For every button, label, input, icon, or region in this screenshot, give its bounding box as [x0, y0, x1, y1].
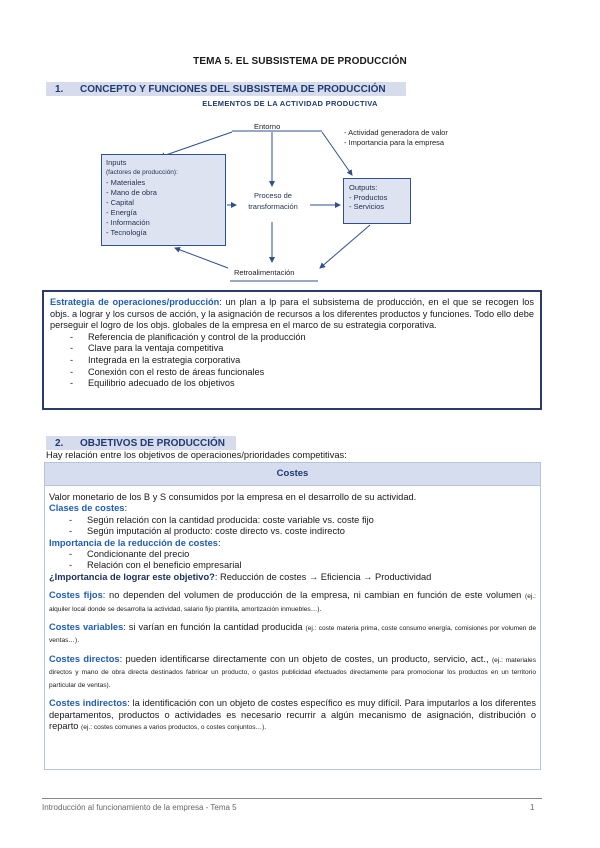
- fijos-example: (ej.: alquiler local donde se desarrolla la actividad, salario fijo plantilla, amortización inmuebles…).: [49, 593, 536, 613]
- retroalimentacion-label: Retroalimentación: [234, 268, 295, 277]
- proceso-line: transformación: [248, 202, 298, 211]
- diagram-title: ELEMENTOS DE LA ACTIVIDAD PRODUCTIVA: [202, 99, 378, 108]
- entorno-label: Entorno: [254, 122, 281, 131]
- inputs-item: - Energía: [106, 208, 137, 217]
- inputs-item: - Mano de obra: [106, 188, 157, 197]
- proceso-line: Proceso de: [254, 191, 292, 200]
- importancia-colon: :: [217, 537, 221, 548]
- arrow-outputs-retro: [320, 225, 370, 268]
- inputs-box: [101, 154, 226, 246]
- proceso-box: [237, 188, 309, 222]
- directos-text: : pueden identificarse directamente con un objeto de costes, un producto, servicio, act.,: [119, 653, 492, 664]
- outputs-box: [343, 178, 411, 224]
- inputs-item: - Tecnología: [106, 228, 147, 237]
- directos-example: (ej.: materiales directos y mano de obra directa destinados fabricar un producto, o gastos publicidad efectuados directamente para promocionar los productos en un territorio particular de ventas).: [49, 656, 537, 689]
- inputs-subtitle: (factores de producción):: [106, 169, 178, 176]
- outputs-item: - Servicios: [349, 202, 385, 211]
- directos-label: Costes directos: [49, 653, 120, 664]
- fijos-text: : no dependen del volumen de producción de la empresa, ni cambian en función de este volumen: [102, 590, 525, 601]
- list-item: - Referencia de planificación y control de la producción: [70, 332, 534, 344]
- arrow-retro-inputs: [175, 248, 228, 268]
- clases-colon: :: [124, 503, 128, 514]
- strategy-list: [50, 332, 534, 390]
- list-item: - Conexión con el resto de áreas funcionales: [70, 367, 534, 379]
- footer-divider: [42, 798, 542, 799]
- indirectos-label: Costes indirectos: [49, 698, 128, 709]
- variables-label: Costes variables: [49, 622, 124, 633]
- entorno-note: - Importancia para la empresa: [344, 137, 445, 147]
- strategy-box: [42, 290, 542, 410]
- importancia-label: Importancia de la reducción de costes: [49, 537, 218, 548]
- indirectos-example: (ej.: costes comunes a varios productos, o costes conjuntos…).: [81, 723, 267, 731]
- entorno-note: - Actividad generadora de valor: [344, 128, 448, 137]
- inputs-item: - Materiales: [106, 178, 146, 187]
- clases-list: [49, 515, 536, 538]
- fijos-label: Costes fijos: [49, 590, 103, 601]
- section-2-number: 2.: [55, 438, 64, 449]
- section-1-title: CONCEPTO Y FUNCIONES DEL SUBSISTEMA DE PRODUCCIÓN: [80, 84, 386, 95]
- list-item: - Según imputación al producto: coste directo vs. coste indirecto: [69, 526, 536, 537]
- entorno-notes: [344, 128, 448, 147]
- list-item: - Según relación con la cantidad producida: coste variable vs. coste fijo: [69, 515, 536, 526]
- list-item: - Integrada en la estrategia corporativa: [70, 355, 534, 367]
- list-item: - Equilibrio adecuado de los objetivos: [70, 378, 534, 390]
- costs-definition: Valor monetario de los B y S consumidos por la empresa en el desarrollo de su actividad.: [49, 492, 417, 502]
- inputs-title: Inputs: [106, 158, 127, 167]
- list-item: - Relación con el beneficio empresarial: [69, 560, 536, 571]
- importancia-list: [49, 549, 536, 572]
- strategy-term: Estrategia de operaciones/producción: [50, 297, 220, 307]
- section-2-intro: Hay relación entre los objetivos de operaciones/prioridades competitivas:: [46, 450, 347, 460]
- section-1-number: 1.: [55, 84, 64, 95]
- inputs-item: - Información: [106, 218, 150, 227]
- variables-text: : si varían en función la cantidad producida: [123, 622, 306, 633]
- costs-header: Costes: [45, 463, 540, 486]
- outputs-item: - Productos: [349, 192, 388, 202]
- logro-text: : Reducción de costes → Eficiencia → Productividad: [214, 571, 432, 582]
- clases-label: Clases de costes: [49, 503, 125, 514]
- logro-label: ¿Importancia de lograr este objetivo?: [49, 571, 215, 582]
- inputs-item: - Capital: [106, 198, 134, 207]
- costs-table: [44, 462, 541, 770]
- section-2-title: OBJETIVOS DE PRODUCCIÓN: [80, 438, 226, 449]
- diagram-arrows: [0, 0, 600, 290]
- page-title: TEMA 5. EL SUBSISTEMA DE PRODUCCIÓN: [193, 56, 407, 67]
- outputs-title: Outputs:: [349, 183, 378, 192]
- strategy-definition: : un plan a lp para el subsistema de producción, en el que se recogen los objs. a lograr y los cursos de acción, y la asignación de recursos a los diferentes productos y funciones. Todo ello debe perseguir el logro de los objs. globales de la empresa en el marco de su estrategia corporativa.: [50, 297, 534, 331]
- indirectos-text: : la identificación con un objeto de costes específico es muy difícil. Para imputarlos a los diferentes departamentos, productos o actividades es necesario recurrir a algún mecanismo de asignación, distribución o reparto: [49, 698, 536, 731]
- variables-example: (ej.: coste materia prima, coste consumo energía, comisiones por volumen de ventas…).: [49, 625, 536, 645]
- page-number: 1: [530, 803, 535, 812]
- footer-text: Introducción al funcionamiento de la empresa - Tema 5: [42, 803, 237, 812]
- list-item: - Clave para la ventaja competitiva: [70, 343, 534, 355]
- list-item: - Condicionante del precio: [69, 549, 536, 560]
